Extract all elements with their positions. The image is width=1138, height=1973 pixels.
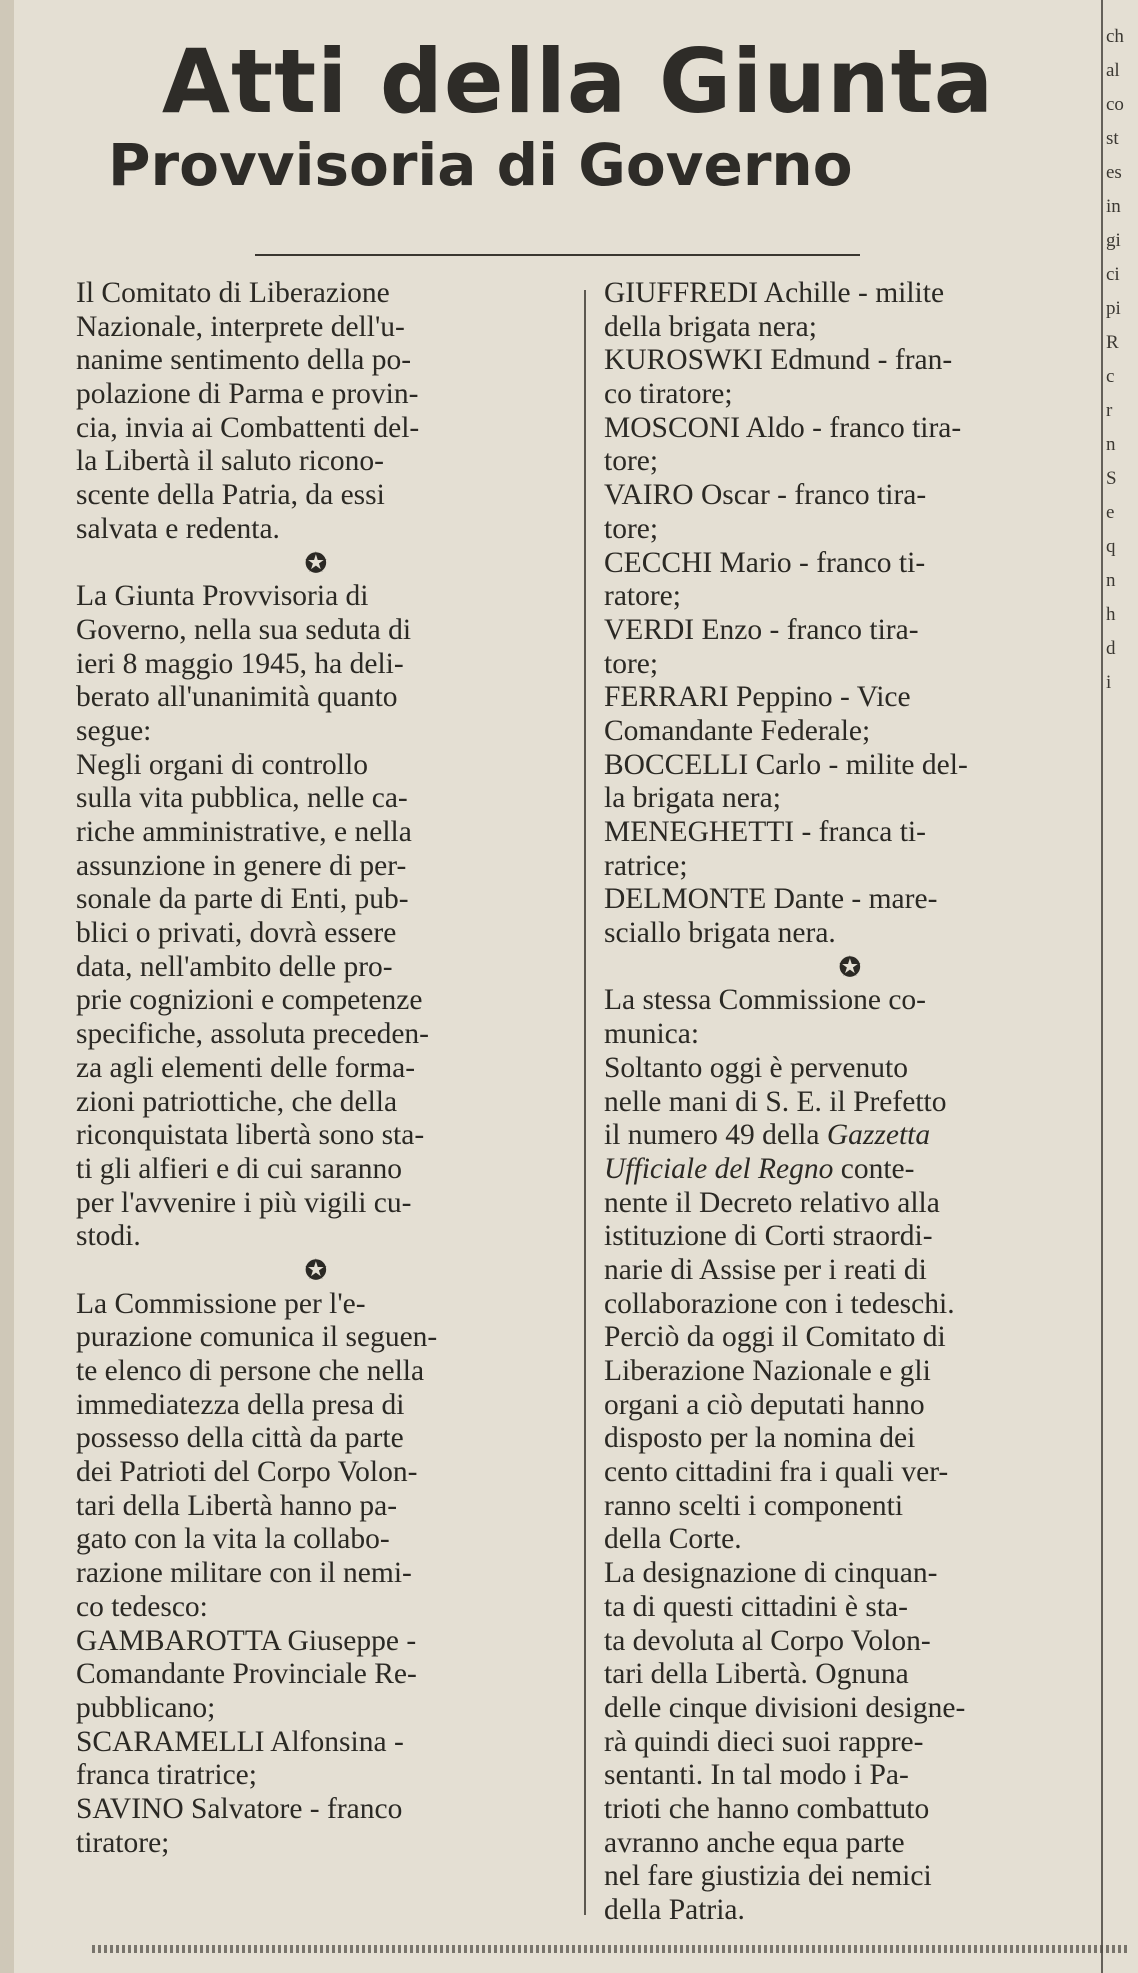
text-line: KUROSWKI Edmund - fran- <box>604 344 953 377</box>
text-line: delle cinque divisioni designe- <box>604 1691 966 1724</box>
text-line: GAMBAROTTA Giuseppe - <box>76 1624 417 1657</box>
text-line: Perciò da oggi il Comitato di <box>604 1321 946 1354</box>
cut-text-fragment: r <box>1106 400 1113 421</box>
text-line: organi a ciò deputati hanno <box>604 1388 925 1421</box>
text-line: nente il Decreto relativo alla <box>604 1186 940 1219</box>
text-line: Ufficiale del Regno conte- <box>604 1152 915 1185</box>
text-line: dei Patrioti del Corpo Volon- <box>76 1456 418 1489</box>
cut-text-fragment: in <box>1106 196 1121 217</box>
text-line: ranno scelti i componenti <box>604 1489 904 1522</box>
text-line: ti gli alfieri e di cui saranno <box>76 1152 403 1185</box>
text-line: avranno anche equa parte <box>604 1826 905 1859</box>
title-divider <box>255 254 860 256</box>
text-line: la Libertà il saluto ricono- <box>76 445 385 478</box>
text-line: della Corte. <box>604 1523 742 1556</box>
text-line: salvata e redenta. <box>76 512 280 545</box>
text-line: SAVINO Salvatore - franco <box>76 1792 403 1825</box>
text-line: munica: <box>604 1018 700 1051</box>
text-line: della Patria. <box>604 1894 745 1926</box>
cut-text-fragment: S <box>1106 468 1117 489</box>
text-line: MOSCONI Aldo - franco tira- <box>604 411 962 444</box>
text-line: co tedesco: <box>76 1590 208 1623</box>
text-line: rà quindi dieci suoi rappre- <box>604 1725 924 1758</box>
text-line: stodi. <box>76 1220 141 1253</box>
cut-text-fragment: h <box>1106 604 1116 625</box>
text-line: za agli elementi delle forma- <box>76 1051 416 1084</box>
section-separator-icon: ✪ <box>305 1255 327 1285</box>
left-column <box>76 277 590 1860</box>
text-line: purazione comunica il seguen- <box>76 1321 438 1354</box>
text-line: La Commissione per l'e- <box>76 1287 366 1320</box>
cut-text-fragment: q <box>1106 536 1116 557</box>
text-line: tore; <box>604 445 659 478</box>
text-line: per l'avvenire i più vigili cu- <box>76 1186 412 1219</box>
text-line: cento cittadini fra i quali ver- <box>604 1456 949 1489</box>
text-line: scente della Patria, da essi <box>76 479 385 512</box>
text-line: sentanti. In tal modo i Pa- <box>604 1759 909 1792</box>
page-edge-shadow <box>0 0 14 1973</box>
text-line: DELMONTE Dante - mare- <box>604 883 938 916</box>
cut-text-fragment: al <box>1106 60 1120 81</box>
text-line: assunzione in genere di per- <box>76 849 407 882</box>
headline-line-2: Provvisoria di Governo <box>108 131 853 199</box>
cut-text-fragment: es <box>1106 162 1122 183</box>
text-line: berato all'unanimità quanto <box>76 681 398 714</box>
text-line: pubblicano; <box>76 1691 216 1724</box>
text-line: Liberazione Nazionale e gli <box>604 1355 931 1387</box>
cut-text-fragment: R <box>1106 332 1119 353</box>
text-line: co tiratore; <box>604 378 733 411</box>
cut-text-fragment: pi <box>1106 298 1121 319</box>
text-line: possesso della città da parte <box>76 1422 404 1455</box>
adjacent-column-fragment <box>1106 0 1138 1973</box>
text-line: ta di questi cittadini è sta- <box>604 1590 908 1623</box>
cut-text-fragment: i <box>1106 672 1112 693</box>
headline-line-1: Atti della Giunta <box>161 30 995 133</box>
text-line: Comandante Provinciale Re- <box>76 1658 417 1691</box>
text-line: La stessa Commissione co- <box>604 984 926 1017</box>
text-line: narie di Assise per i reati di <box>604 1253 927 1286</box>
text-line: cia, invia ai Combattenti del- <box>76 411 420 444</box>
text-line: SCARAMELLI Alfonsina - <box>76 1725 404 1758</box>
headline <box>88 30 1068 199</box>
text-line: BOCCELLI Carlo - milite del- <box>604 748 968 781</box>
text-line: zioni patriottiche, che della <box>76 1085 398 1118</box>
text-line: il numero 49 della Gazzetta <box>604 1119 931 1152</box>
text-line: VAIRO Oscar - franco tira- <box>604 479 927 512</box>
right-column <box>604 277 1122 1928</box>
text-line: ratrice; <box>604 849 688 882</box>
cut-text-fragment: n <box>1106 434 1116 455</box>
text-line: blici o privati, dovrà essere <box>76 917 397 950</box>
cut-text-fragment: e <box>1106 502 1115 523</box>
text-line: CECCHI Mario - franco ti- <box>604 546 926 579</box>
text-line: sciallo brigata nera. <box>604 917 836 950</box>
text-line: trioti che hanno combattuto <box>604 1792 930 1825</box>
text-line: specifiche, assoluta preceden- <box>76 1018 430 1051</box>
adjacent-column-divider <box>1101 0 1103 1973</box>
text-line: prie cognizioni e competenze <box>76 984 423 1017</box>
text-line: VERDI Enzo - franco tira- <box>604 613 919 646</box>
text-line: gato con la vita la collabo- <box>76 1523 390 1556</box>
cut-text-fragment: co <box>1106 94 1124 115</box>
text-line: franca tiratrice; <box>76 1759 257 1792</box>
text-line: riche amministrative, e nella <box>76 816 412 848</box>
cut-text-fragment: n <box>1106 570 1116 591</box>
text-line: te elenco di persone che nella <box>76 1355 425 1387</box>
text-line: tari della Libertà hanno pa- <box>76 1489 398 1522</box>
bottom-divider <box>92 1945 1130 1953</box>
text-line: sonale da parte di Enti, pub- <box>76 883 409 916</box>
text-line: La Giunta Provvisoria di <box>76 580 369 613</box>
text-line: ratore; <box>604 580 681 613</box>
text-line: riconquistata libertà sono sta- <box>76 1119 425 1152</box>
text-line: Governo, nella sua seduta di <box>76 613 412 646</box>
text-line: FERRARI Peppino - Vice <box>604 681 911 714</box>
text-line: disposto per la nomina dei <box>604 1422 916 1455</box>
cut-text-fragment: c <box>1106 366 1115 387</box>
text-line: nelle mani di S. E. il Prefetto <box>604 1085 947 1118</box>
cut-text-fragment: ci <box>1106 264 1120 285</box>
text-line: Comandante Federale; <box>604 714 871 747</box>
text-line: collaborazione con i tedeschi. <box>604 1287 955 1320</box>
text-line: Il Comitato di Liberazione <box>76 277 390 309</box>
text-line: tari della Libertà. Ognuna <box>604 1658 909 1691</box>
text-line: GIUFFREDI Achille - milite <box>604 277 945 309</box>
text-line: data, nell'ambito delle pro- <box>76 950 393 983</box>
text-line: polazione di Parma e provin- <box>76 378 419 411</box>
text-line: tore; <box>604 512 659 545</box>
text-line: razione militare con il nemi- <box>76 1557 412 1590</box>
section-separator-icon: ✪ <box>305 548 327 578</box>
text-line: nel fare giustizia dei nemici <box>604 1860 932 1893</box>
text-line: segue: <box>76 714 152 747</box>
cut-text-fragment: d <box>1106 638 1116 659</box>
text-line: La designazione di cinquan- <box>604 1557 938 1590</box>
text-line: ieri 8 maggio 1945, ha deli- <box>76 647 404 680</box>
text-line: Nazionale, interprete dell'u- <box>76 310 405 343</box>
text-line: Negli organi di controllo <box>76 748 368 781</box>
text-line: nanime sentimento della po- <box>76 344 412 377</box>
text-line: della brigata nera; <box>604 310 817 343</box>
cut-text-fragment: st <box>1106 128 1119 149</box>
text-line: istituzione di Corti straordi- <box>604 1220 933 1253</box>
section-separator-icon: ✪ <box>839 952 861 982</box>
text-line: la brigata nera; <box>604 782 781 815</box>
cut-text-fragment: gi <box>1106 230 1121 251</box>
text-line: tore; <box>604 647 659 680</box>
text-line: ta devoluta al Corpo Volon- <box>604 1624 931 1657</box>
text-line: Soltanto oggi è pervenuto <box>604 1051 908 1084</box>
text-line: MENEGHETTI - franca ti- <box>604 816 926 848</box>
column-divider <box>584 290 586 1915</box>
text-line: immediatezza della presa di <box>76 1388 405 1421</box>
text-line: tiratore; <box>76 1826 170 1859</box>
text-line: sulla vita pubblica, nelle ca- <box>76 782 408 815</box>
cut-text-fragment: ch <box>1106 26 1124 47</box>
